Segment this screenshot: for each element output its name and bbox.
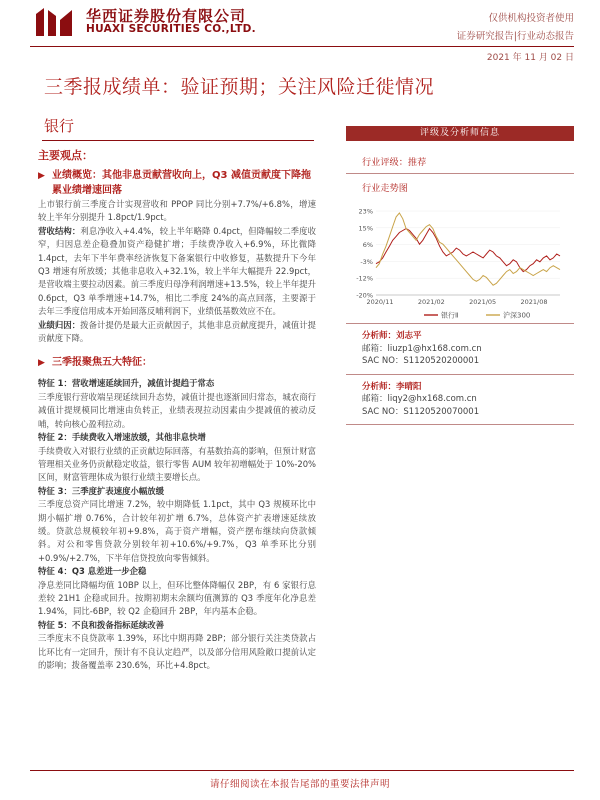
analyst-sac: SAC NO：S1120520200001: [362, 356, 480, 366]
header-divider: [30, 46, 574, 47]
feature-title: 特征 2：手续费收入增速放缓，其他非息快增: [38, 432, 206, 443]
arrow-bullet-icon: ▶: [38, 171, 45, 181]
x-tick-label: 2021/08: [520, 298, 548, 306]
feature-text: 三季度末不良贷款率 1.39%，环比中期再降 2BP；部分银行关注类贷款占比环比有一定回升，预计有不良认定趋严，以及部分信用风险敞口提前认定的影响；拨备覆盖率 230.6%，环比+4.8pct。: [38, 633, 316, 670]
overview-paragraph: 上市银行前三季度合计实现营收和 PPOP 同比分别+7.7%/+6.8%，增速较上半年分别提升 1.8pct/1.9pct。: [38, 199, 316, 223]
main-points-heading: 主要观点：: [38, 149, 93, 162]
paragraph-body: 拨备计提仍是最大正贡献因子，其他非息贡献度提升，减值计提贡献度下降。: [38, 319, 317, 344]
paragraph-lead: 业绩归因：: [38, 319, 81, 330]
feature-title: 特征 3：三季度扩表速度小幅放缓: [38, 485, 164, 496]
y-tick-label: -20%: [356, 291, 373, 300]
feature-title: 特征 1：营收增速延续回升，减值计提趋于常态: [38, 378, 215, 389]
trend-chart-svg: [346, 203, 574, 323]
feature-item: [38, 431, 316, 444]
investor-disclaimer: 仅供机构投资者使用: [488, 13, 574, 24]
feature-item: [38, 485, 316, 498]
arrow-bullet-icon: ▶: [38, 358, 45, 369]
paragraph-lead: 营收结构：: [38, 225, 81, 236]
attribution-paragraph: [38, 319, 316, 346]
analyst-card: [346, 375, 574, 419]
x-tick-label: 2021/02: [417, 298, 445, 306]
feature-item: [38, 565, 316, 578]
y-tick-label: -3%: [360, 257, 373, 266]
paragraph-body: 利息净收入+4.4%，较上半年略降 0.4pct，但降幅较二季度收窄，归因息差企稳叠加资产稳健扩增；手续费净收入+6.9%，环比微降 1.4pct，去年下半年费率经济恢复下备案银行中收修复，基数提升下今年 Q3 增速有所放缓；其他非息收入+32.1%，较上半年大幅提升 22.9pct，是营收端主要拉动因素。前三季度归母净利润增速+13.5%，较上半年提升 0.6pct，Q3 单季增速+14.7%，相比二季度 24%的高点回落，主要源于去年三季度信用成本开始回落反哺利润下，业绩低基数效应不在。: [38, 225, 317, 317]
legend-label: 银行Ⅱ: [441, 311, 459, 320]
report-date: 2021 年 11 月 02 日: [486, 53, 574, 63]
footer-legal-notice: 请仔细阅读在本报告尾部的重要法律声明: [209, 779, 390, 790]
trend-chart-label: 行业走势图: [362, 183, 408, 194]
y-tick-label: 15%: [358, 224, 373, 233]
analyst-card: [346, 324, 574, 368]
company-name-en: HUAXI SECURITIES CO.,LTD.: [86, 23, 256, 35]
company-logo-icon: [32, 6, 76, 38]
revenue-structure-paragraph: [38, 225, 316, 319]
overview-headline: [38, 168, 316, 198]
report-title: 三季报成绩单：验证预期；关注风险迁徙情况: [44, 76, 435, 98]
series-line: [376, 213, 560, 285]
overview-headline-text: 业绩概览：其他非息贡献营收向上，Q3 减值贡献度下降拖累业绩增速回落: [52, 170, 311, 196]
legend-label: 沪深300: [503, 311, 531, 320]
analyst-email[interactable]: 邮箱：liuzp1@hx168.com.cn: [362, 343, 482, 354]
analyst-name: 分析师：刘志平: [362, 331, 422, 341]
y-tick-label: -12%: [356, 274, 373, 283]
analyst-name: 分析师：李晴阳: [362, 381, 422, 392]
sidebar: [346, 148, 574, 425]
feature-text: 净息差同比降幅均值 10BP 以上，但环比整体降幅仅 2BP，有 6 家银行息差较 21H1 企稳或回升。按期初期末余额均值测算的 Q3 季度年化净息差 1.94%，同比-6BP，较 Q2 企稳回升 2BP，年内基本企稳。: [38, 579, 316, 617]
feature-title: 特征 4：Q3 息差进一步企稳: [38, 566, 147, 577]
company-name-cn: 华西证券股份有限公司: [86, 7, 247, 25]
sidebar-divider: [346, 424, 574, 425]
trend-chart: [346, 203, 574, 323]
industry-rating: 行业评级：推荐: [362, 157, 427, 168]
y-tick-label: 23%: [358, 207, 373, 216]
feature-item: [38, 619, 316, 632]
feature-text: 三季度银行营收端呈现延续回升态势，减值计提也逐渐回归常态，城农商行减值计提规模同比增速由负转正，业绩表现拉动因素由少提减值的被动反哺，转向核心盈利拉动。: [38, 391, 316, 429]
analyst-email[interactable]: 邮箱：liqy2@hx168.com.cn: [362, 394, 477, 404]
y-tick-label: 6%: [362, 241, 373, 250]
main-content: [38, 148, 316, 672]
footer-divider: [30, 770, 574, 771]
analyst-sac: SAC NO：S1120520070001: [362, 406, 480, 417]
x-tick-label: 2020/11: [366, 298, 394, 306]
sector-divider: [42, 140, 314, 141]
sector-name: 银行: [44, 117, 75, 135]
series-line: [376, 229, 560, 272]
feature-item: [38, 377, 316, 390]
features-headline: [38, 355, 316, 371]
sidebar-header: 评级及分析师信息: [346, 126, 574, 141]
features-headline-text: 三季报聚焦五大特征：: [52, 357, 152, 369]
report-type: 证券研究报告|行业动态报告: [456, 31, 574, 42]
feature-text: 手续费收入对银行业绩的正贡献边际回落，有基数抬高的影响，但预计财富管理相关业务仍贡献稳定收益，银行零售 AUM 较年初增幅处于 10%-20%区间，财富管理体成为银行业绩主要增长点。: [38, 445, 316, 483]
x-tick-label: 2021/05: [469, 298, 497, 306]
feature-title: 特征 5：不良和拨备指标延续改善: [38, 619, 164, 630]
feature-text: 三季度总资产同比增速 7.2%，较中期降低 1.1pct，其中 Q3 规模环比中期小幅扩增 0.76%，合计较年初扩增 6.7%，总体资产扩表增速延续放缓。贷款总规模较年初+9.8%，高于资产增幅，资产摆布继续向贷款倾斜。对公和零售贷款分别较年初+10.6%/+9.7%，Q3 单季环比分别+0.9%/+2.7%，下半年信贷投放向零售倾斜。: [38, 499, 316, 563]
